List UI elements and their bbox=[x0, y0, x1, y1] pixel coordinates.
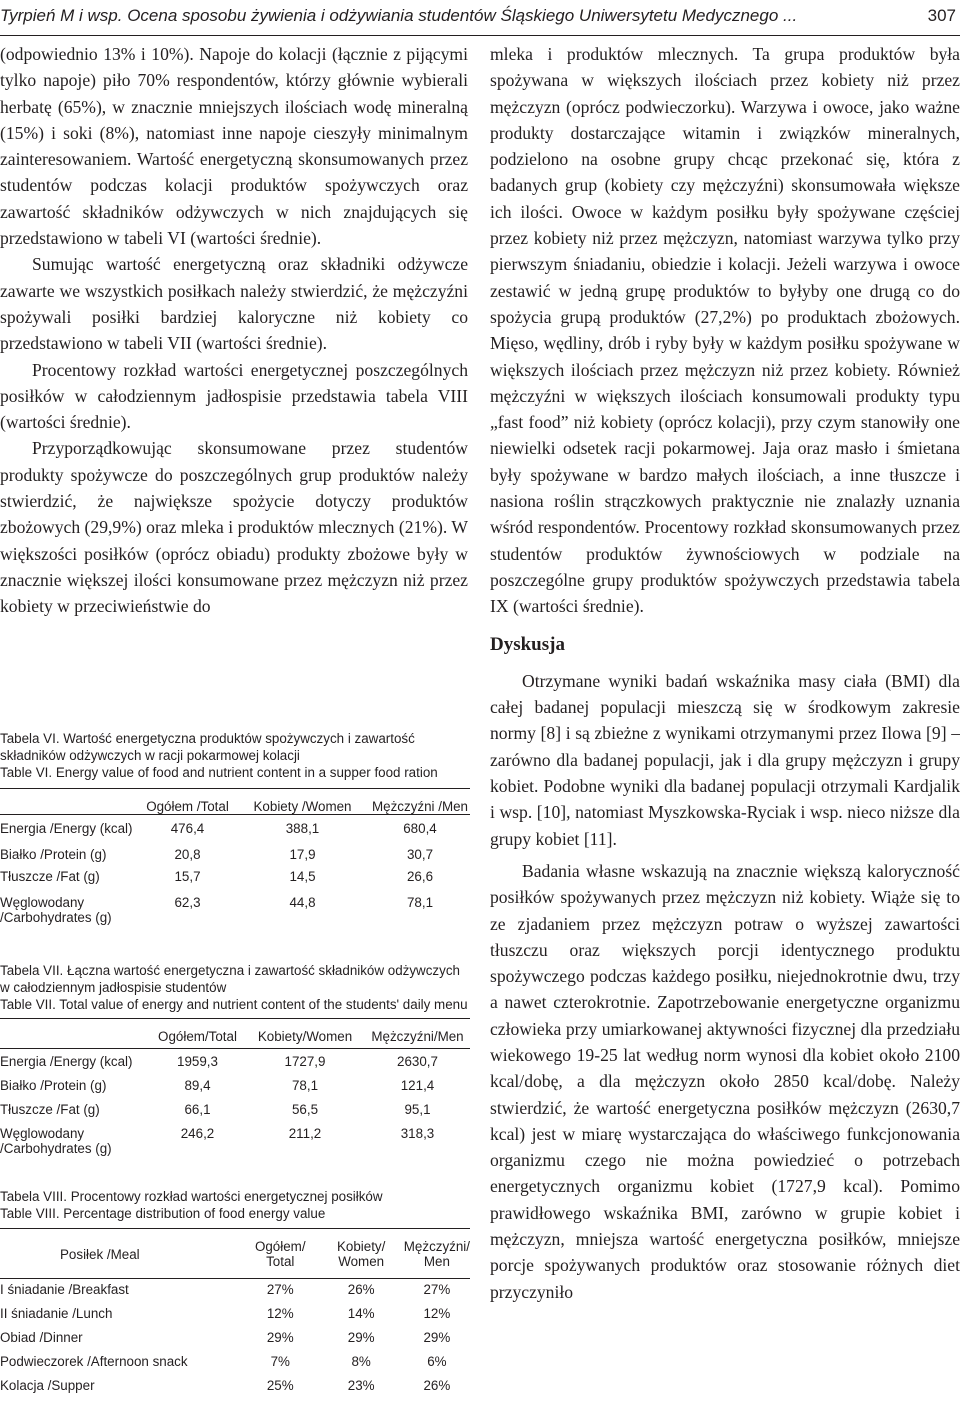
cell: 12% bbox=[423, 1305, 451, 1321]
row-label: Energia /Energy (kcal) bbox=[0, 821, 133, 836]
table7-caption bbox=[0, 962, 470, 1013]
running-title: Tyrpień M i wsp. Ocena sposobu żywienia i odżywiania studentów Śląskiego Uniwersytetu Medycznego ... bbox=[0, 6, 798, 25]
running-header bbox=[0, 6, 960, 28]
page-number: 307 bbox=[927, 6, 956, 25]
cell: 27% bbox=[266, 1282, 294, 1297]
paragraph: Procentowy rozkład wartości energetycznej poszczególnych posiłków w całodziennym jadłospisie przedstawia tabela VIII (wartości średnie). bbox=[0, 359, 468, 433]
table-row bbox=[0, 1075, 470, 1099]
cell: 476,4 bbox=[170, 821, 205, 836]
cell: 7% bbox=[270, 1353, 290, 1369]
cell: 29% bbox=[423, 1329, 451, 1345]
col-header: Ogółem/ Total bbox=[254, 1239, 306, 1269]
table-row bbox=[0, 893, 470, 939]
table-row bbox=[0, 1123, 470, 1169]
paragraph: Sumując wartość energetyczną oraz składniki odżywcze zawarte we wszystkich posiłkach należy stwierdzić, że mężczyźni spożywali posiłki bardziej kaloryczne niż kobiety co przedstawiono w tabeli VII (wartości średnie). bbox=[0, 254, 468, 354]
cell: 1727,9 bbox=[284, 1054, 326, 1069]
table-row bbox=[0, 867, 470, 893]
header-divider bbox=[0, 35, 960, 36]
cell: 15,7 bbox=[174, 868, 201, 884]
table-header-row bbox=[0, 789, 470, 815]
cell: 8% bbox=[351, 1353, 371, 1369]
row-label: Energia /Energy (kcal) bbox=[0, 1054, 133, 1069]
cell: 29% bbox=[266, 1329, 294, 1345]
table7 bbox=[0, 1018, 470, 1169]
cell: 211,2 bbox=[288, 1125, 322, 1141]
right-column bbox=[490, 41, 960, 1305]
cell: 26% bbox=[423, 1377, 451, 1393]
cell: 26,6 bbox=[406, 868, 434, 884]
cell: 66,1 bbox=[184, 1101, 211, 1117]
col-header: Kobiety /Women bbox=[253, 799, 352, 814]
cell: 2630,7 bbox=[397, 1054, 438, 1069]
cell: 25% bbox=[266, 1377, 294, 1393]
table-row bbox=[0, 841, 470, 867]
caption-en: Table VII. Total value of energy and nutrient content of the students' daily menu bbox=[0, 997, 468, 1012]
left-column bbox=[0, 41, 468, 620]
cell: 29% bbox=[347, 1329, 375, 1345]
cell: 6% bbox=[427, 1353, 447, 1369]
table-row bbox=[0, 815, 470, 841]
cell: 56,5 bbox=[291, 1101, 319, 1117]
row-label: II śniadanie /Lunch bbox=[0, 1305, 113, 1321]
table8-caption bbox=[0, 1188, 470, 1222]
col-header: Mężczyźni/Men bbox=[371, 1029, 464, 1044]
cell: 78,1 bbox=[291, 1077, 319, 1093]
table-row bbox=[0, 1375, 470, 1399]
paragraph: (odpowiednio 13% i 10%). Napoje do kolacji (łącznie z pijącymi tylko napoje) piło 70% respondentów, którzy głównie wybierali herbatę (65%), w znacznie mniejszych ilościach wodę mineralną (15%) i soki (8%), natomiast inne napoje cieszyły minimalnym zainteresowaniem. Wartość energetyczną skonsumowanych przez studentów podczas kolacji produktów spożywczych oraz zawartość składników odżywczych w nich znajdujących się przedstawiono w tabeli VI (wartości średnie). bbox=[0, 44, 468, 249]
section-heading: Dyskusja bbox=[490, 633, 565, 655]
cell: 95,1 bbox=[404, 1101, 431, 1117]
cell: 27% bbox=[423, 1282, 451, 1297]
caption-pl: Tabela VII. Łączna wartość energetyczna i zawartość składników odżywczych w całodziennym jadłospisie studentów bbox=[0, 963, 460, 995]
cell: 62,3 bbox=[174, 894, 201, 910]
cell: 318,3 bbox=[400, 1125, 435, 1141]
row-label: Białko /Protein (g) bbox=[0, 1077, 107, 1093]
row-label: Kolacja /Supper bbox=[0, 1377, 95, 1393]
row-label: Węglowodany /Carbohydrates (g) bbox=[0, 1125, 112, 1156]
cell: 246,2 bbox=[180, 1125, 215, 1141]
row-label: I śniadanie /Breakfast bbox=[0, 1282, 129, 1297]
table-row bbox=[0, 1351, 470, 1375]
caption-pl: Tabela VIII. Procentowy rozkład wartości energetycznej posiłków bbox=[0, 1189, 383, 1204]
cell: 14% bbox=[347, 1305, 375, 1321]
caption-en: Table VIII. Percentage distribution of food energy value bbox=[0, 1206, 326, 1221]
paragraph: Przyporządkowując skonsumowane przez studentów produkty spożywcze do poszczególnych grup produktów należy stwierdzić, że największe spożycie dotyczy produktów zbożowych (29,9%) oraz mleka i produktów mlecznych (21%). W większości posiłków (oprócz obiadu) produkty zbożowe były w znacznie większej ilości konsumowane przez mężczyzn niż przez kobiety w przeciwieństwie do bbox=[0, 438, 468, 617]
row-label: Obiad /Dinner bbox=[0, 1329, 83, 1345]
row-label: Tłuszcze /Fat (g) bbox=[0, 1101, 100, 1117]
table-row bbox=[0, 1049, 470, 1075]
table8 bbox=[0, 1228, 470, 1399]
caption-en: Table VI. Energy value of food and nutrient content in a supper food ration bbox=[0, 765, 438, 780]
cell: 30,7 bbox=[406, 846, 434, 862]
cell: 89,4 bbox=[184, 1077, 211, 1093]
col-header: Mężczyźni /Men bbox=[372, 799, 468, 814]
cell: 121,4 bbox=[400, 1077, 435, 1093]
col-header: Mężczyźni/ Men bbox=[403, 1239, 470, 1269]
row-label: Tłuszcze /Fat (g) bbox=[0, 868, 100, 884]
table6-caption bbox=[0, 730, 470, 781]
cell: 23% bbox=[347, 1377, 375, 1393]
cell: 26% bbox=[347, 1282, 375, 1297]
col-header: Ogółem /Total bbox=[146, 799, 229, 814]
table-row bbox=[0, 1303, 470, 1327]
cell: 680,4 bbox=[403, 821, 437, 836]
cell: 44,8 bbox=[289, 894, 316, 910]
table-row bbox=[0, 1099, 470, 1123]
col-header: Kobiety/Women bbox=[257, 1029, 353, 1044]
cell: 17,9 bbox=[289, 846, 316, 862]
paragraph: Badania własne wskazują na znacznie większą kaloryczność posiłków spożywanych przez mężczyzn niż kobiety. Wiąże się to ze zjadaniem przez mężczyzn potraw o wyższej zawartości tłuszczu oraz większych porcji identycznego produktu spożywczego podczas każdego posiłku, niejednokrotnie dwu, trzy a nawet czterokrotnie. Zapotrzebowanie energetyczne organizmu człowieka przy umiarkowanej aktywności fizycznej dla przedziału wiekowego 19-25 lat według norm wynosi dla kobiet około 2100 kcal/dobę, a dla mężczyzn około 2850 kcal/dobę. Należy stwierdzić, że wartość energetyczna posiłków mężczyzn (2630,7 kcal) jest w miarę wystarczająca do właściwego funkcjonowania organizmu czego nie można powiedzieć o potrzebach energetycznych organizmu kobiet (1727,9 kcal). Pomimo prawidłowego wskaźnika BMI, zarówno w grupie kobiet i mężczyzn, mniejsza wartość energetyczna posiłków, mniejsze porcje spożywanych produktów oraz stosowanie różnych diet przyczyniło bbox=[490, 860, 960, 1302]
paragraph: Otrzymane wyniki badań wskaźnika masy ciała (BMI) dla całej badanej populacji mieszczą się w środkowym zakresie normy [8] i są zbieżne z wynikami otrzymanymi przez Ilowa [9] – zarówno dla badanej populacji, jak i dla grupy mężczyzn i grupy kobiet. Podobne wyniki dla badanej populacji otrzymali Kardjalik i wsp. [10], natomiast Myszkowska-Ryciak i wsp. nieco niższe dla grupy kobiet [11]. bbox=[490, 670, 960, 849]
cell: 20,8 bbox=[174, 846, 201, 862]
row-label: Białko /Protein (g) bbox=[0, 846, 107, 862]
row-label: Węglowodany /Carbohydrates (g) bbox=[0, 894, 112, 925]
table-header-row bbox=[0, 1019, 470, 1049]
row-label: Podwieczorek /Afternoon snack bbox=[0, 1353, 188, 1369]
col-header: Posiłek /Meal bbox=[60, 1247, 140, 1262]
caption-pl: Tabela VI. Wartość energetyczna produktów spożywczych i zawartość składników odżywczych w racji pokarmowej kolacji bbox=[0, 731, 415, 763]
table-row bbox=[0, 1279, 470, 1303]
cell: 1959,3 bbox=[177, 1054, 218, 1069]
table-row bbox=[0, 1327, 470, 1351]
table6 bbox=[0, 788, 470, 939]
col-header: Ogółem/Total bbox=[158, 1029, 237, 1044]
table-header-row bbox=[0, 1229, 470, 1279]
paragraph: mleka i produktów mlecznych. Ta grupa produktów była spożywana w większych ilościach przez kobiety niż przez mężczyzn (oprócz podwieczorku). Warzywa i owoce, jako ważne produkty dostarczające witamin i związków mineralnych, podzielono na osobne grupy chcąc przekonać się, która z badanych grup (kobiety czy mężczyźni) skonsumowała większe ich ilości. Owoce w każdym posiłku były spożywane częściej przez kobiety niż przez mężczyzn, natomiast warzywa tylko przy pierwszym śniadaniu, obiedzie i kolacji. Jeżeli warzywa i owoce zestawić w jedną grupę produktów to byłyby one drugą co do spożycia grupą produktów (27,2%) po produktach zbożowych. Mięso, wędliny, drób i ryby były w każdym posiłku spożywane w większych ilościach przez mężczyzn niż przez kobiety. Również mężczyźni w większych ilościach konsumowali produkty typu „fast food” niż kobiety (oprócz kolacji), przy czym stanowiły one niewielki odsetek racji pokarmowej. Jaja oraz masło i śmietana były spożywane w bardzo małych ilościach, a inne tłuszcze i nasiona roślin strączkowych praktycznie nie znalazły uznania wśród respondentów. Procentowy rozkład skonsumowanych przez studentów produktów żywnościowych w podziale na poszczególne grupy produktów spożywczych przedstawia tabela IX (wartości średnie). bbox=[490, 44, 960, 617]
cell: 14,5 bbox=[289, 868, 316, 884]
col-header: Kobiety/ Women bbox=[336, 1239, 386, 1269]
cell: 12% bbox=[266, 1305, 294, 1321]
cell: 78,1 bbox=[406, 894, 434, 910]
cell: 388,1 bbox=[285, 821, 320, 836]
